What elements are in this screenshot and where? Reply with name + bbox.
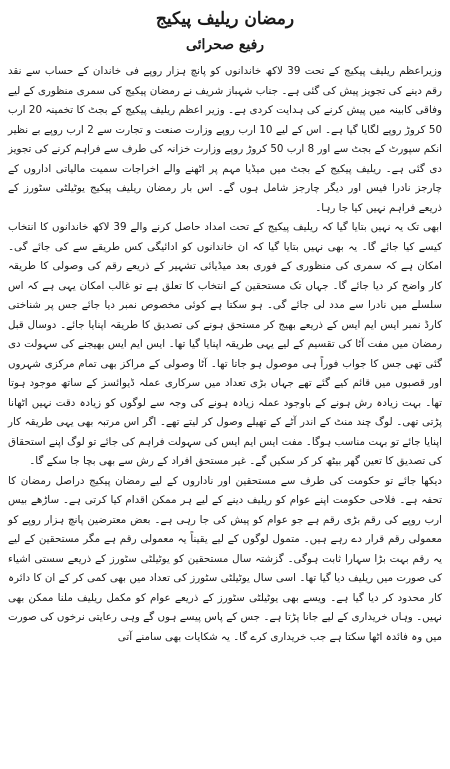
article-body (8, 62, 442, 647)
article-byline: رفیع صحرائی (185, 37, 265, 53)
article-headline: رمضان ریلیف پیکیج (155, 9, 295, 29)
article-paragraph: وزیراعظم ریلیف پیکیج کے تحت 39 لاکھ خاندانوں کو پانچ ہزار روپے فی خاندان کے حساب سے نقد رقم دینے کی تجویز پیش کی گئی ہے۔ جناب شہباز شریف نے رمضان پیکیج کی سمری منظوری کے لیے وفاقی کابینہ میں پیش کرنے کی ہدایت کردی ہے۔ وزیر اعظم ریلیف پیکیج کے بجٹ کا تخمینہ 20 ارب 50 کروڑ روپے لگایا گیا ہے۔ اس کے لیے 10 ارب روپے وزارت صنعت و تجارت سے 2 ارب روپے بے نظیر انکم سپورٹ کے بجٹ سے اور 8 ارب 50 کروڑ روپے وزارت خزانہ کی طرف سے فراہم کرنے کی تجویز دی گئی ہے۔ ریلیف پیکیج کے بجٹ میں میڈیا مہم پر اٹھنے والے اخراجات سمیت مالیاتی اداروں کے چارجز نادرا فیس اور دیگر چارجز شامل ہوں گے۔ اس بار رمضان ریلیف پیکیج یوٹیلٹی سٹورز کے ذریعے فراہم نہیں کیا جا رہا۔ (8, 65, 443, 214)
article-paragraph: دیکھا جائے تو حکومت کی طرف سے مستحقین اور ناداروں کے لیے رمضان پیکیج دراصل رمضان کا تحفہ ہے۔ فلاحی حکومت اپنے عوام کو ریلیف دینے کے لیے ہر ممکن اقدام کیا کرتی ہے۔ ساڑھے بیس ارب روپے کی رقم بڑی رقم ہے جو عوام کو پیش کی جا رہی ہے۔ بعض معترضین پانچ ہزار روپے کو معمولی رقم قرار دے رہے ہیں۔ متمول لوگوں کے لیے یقیناً یہ معمولی رقم ہے مگر مستحقین کے لیے یہ رقم بہت بڑا سہارا ثابت ہوگی۔ گزشتہ سال مستحقین کو یوٹیلٹی سٹورز کے ذریعے سستی اشیاء کی صورت میں ریلیف دیا گیا تھا۔ اسی سال یوٹیلٹی سٹورز کی تعداد میں بھی کمی کر کے ان کا دائرہ کار محدود کر دیا گیا ہے۔ ویسے بھی یوٹیلٹی سٹورز کے ذریعے عوام کو مکمل ریلیف ملنا ممکن بھی نہیں۔ وہاں خریداری کے لیے جانا پڑتا ہے۔ جس کے پاس پیسے ہوں گے وہی رعایتی نرخوں کی صورت میں وہ فائدہ اٹھا سکتا ہے جب خریداری کرے گا۔ یہ شکایات بھی سامنے آتی (8, 474, 442, 643)
article-paragraph: ابھی تک یہ نہیں بتایا گیا کہ ریلیف پیکیج کے تحت امداد حاصل کرنے والے 39 لاکھ خاندانوں کا انتخاب کیسے کیا جائے گا۔ یہ بھی نہیں بتایا گیا کہ ان خاندانوں کو ادائیگی کس طریقے سے کی جائے گی۔ امکان ہے کہ سمری کی منظوری کے فوری بعد میڈیائی تشہیر کے ذریعے رقم کی وصولی کا طریقہ کار واضح کر دیا جائے گا۔ جہاں تک مستحقین کے انتخاب کا تعلق ہے تو غالب امکان یہی ہے کہ اس سلسلے میں نادرا سے مدد لی جائے گی۔ ہو سکتا ہے کوئی مخصوص نمبر دیا جائے جس پر شناختی کارڈ نمبر ایس ایم ایس کے ذریعے بھیج کر مستحق ہونے کی تصدیق کا طریقہ اپنایا جائے۔ دوسال قبل رمضان میں مفت آٹا کی تقسیم کے لیے یہی طریقہ اپنایا گیا تھا۔ ایس ایم ایس بھیجنے کی سہولت دی گئی تھی جس کا جواب فوراً ہی موصول ہو جاتا تھا۔ آٹا وصولی کے مراکز بھی تمام مرکزی شہروں اور قصبوں میں قائم کیے گئے تھے جہاں بڑی تعداد میں سرکاری عملہ ڈیوائسز کے ساتھ موجود ہوتا تھا۔ بہت زیادہ رش ہونے کے باوجود عملہ زیادہ ہونے کی وجہ سے لوگوں کو زیادہ دقت نہیں اٹھانا پڑتی تھی۔ لوگ چند منٹ کے اندر آٹے کے تھیلے وصول کر لیتے تھے۔ اگر اس مرتبہ بھی یہی طریقہ کار اپنایا جائے تو بہت مناسب ہوگا۔ مفت ایس ایم ایس کی سہولت فراہم کی جائے تو لوگ اپنے استحقاق کی تصدیق کا تعین گھر بیٹھ کر کر سکیں گے۔ غیر مستحق افراد کے رش سے بھی بچا جا سکے گا۔ (8, 221, 443, 467)
